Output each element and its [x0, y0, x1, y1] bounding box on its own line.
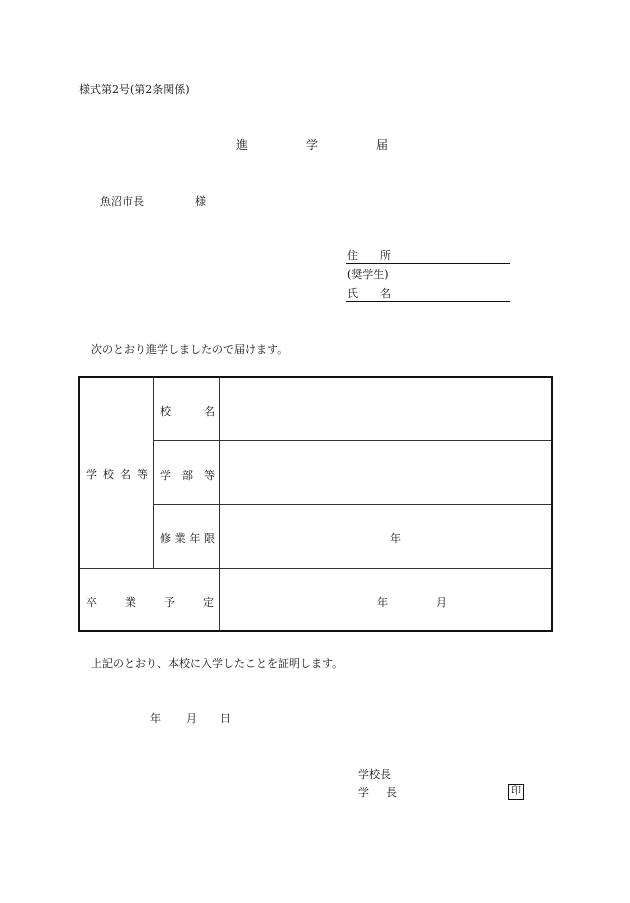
addressee	[100, 193, 206, 209]
years-unit: 年	[390, 532, 401, 545]
graduation-year-unit: 年	[377, 596, 388, 609]
date-year: 年	[150, 712, 161, 725]
graduation-month-unit: 月	[436, 596, 447, 609]
scholar-note-row	[346, 266, 510, 282]
faculty-field[interactable]	[220, 441, 552, 504]
certification-date[interactable]	[150, 710, 240, 726]
scholar-note: (奨学生)	[347, 268, 389, 281]
principal-title-1: 学	[358, 786, 369, 799]
school-name-field[interactable]	[220, 378, 552, 440]
principal-signature-row[interactable]	[358, 784, 528, 802]
addressee-name: 魚沼市長	[100, 195, 144, 208]
addressee-honorific: 様	[195, 195, 206, 208]
study-years-label: 修 業 年 限	[160, 532, 215, 545]
study-years-field[interactable]	[220, 505, 552, 568]
graduation-label: 卒 業 予 定	[86, 596, 214, 609]
seal-mark: 印	[508, 784, 524, 800]
name-label-2: 名	[380, 287, 391, 300]
title-char: 届	[376, 138, 389, 152]
school-group-label: 学 校 名 等	[86, 468, 148, 481]
title-char: 学	[306, 138, 319, 152]
school-name-label: 校 名	[160, 405, 215, 418]
address-label-2: 所	[380, 249, 391, 262]
date-month: 月	[186, 712, 197, 725]
table-divider	[153, 378, 154, 568]
document-title	[0, 136, 630, 152]
school-head-label: 学校長	[358, 768, 391, 781]
form-number: 様式第2号(第2条関係)	[79, 83, 190, 96]
intro-text: 次のとおり進学しましたので届けます。	[91, 343, 289, 356]
name-label-1: 氏	[347, 287, 358, 300]
title-char: 進	[236, 138, 249, 152]
certification-text: 上記のとおり、本校に入学したことを証明します。	[91, 657, 344, 670]
principal-title-2: 長	[386, 786, 397, 799]
faculty-label: 学 部 等	[160, 469, 215, 482]
graduation-field[interactable]	[220, 569, 552, 630]
address-field[interactable]	[346, 247, 510, 264]
name-field[interactable]	[346, 285, 510, 302]
enrollment-table	[78, 376, 553, 632]
date-day: 日	[220, 712, 231, 725]
address-label-1: 住	[347, 249, 358, 262]
